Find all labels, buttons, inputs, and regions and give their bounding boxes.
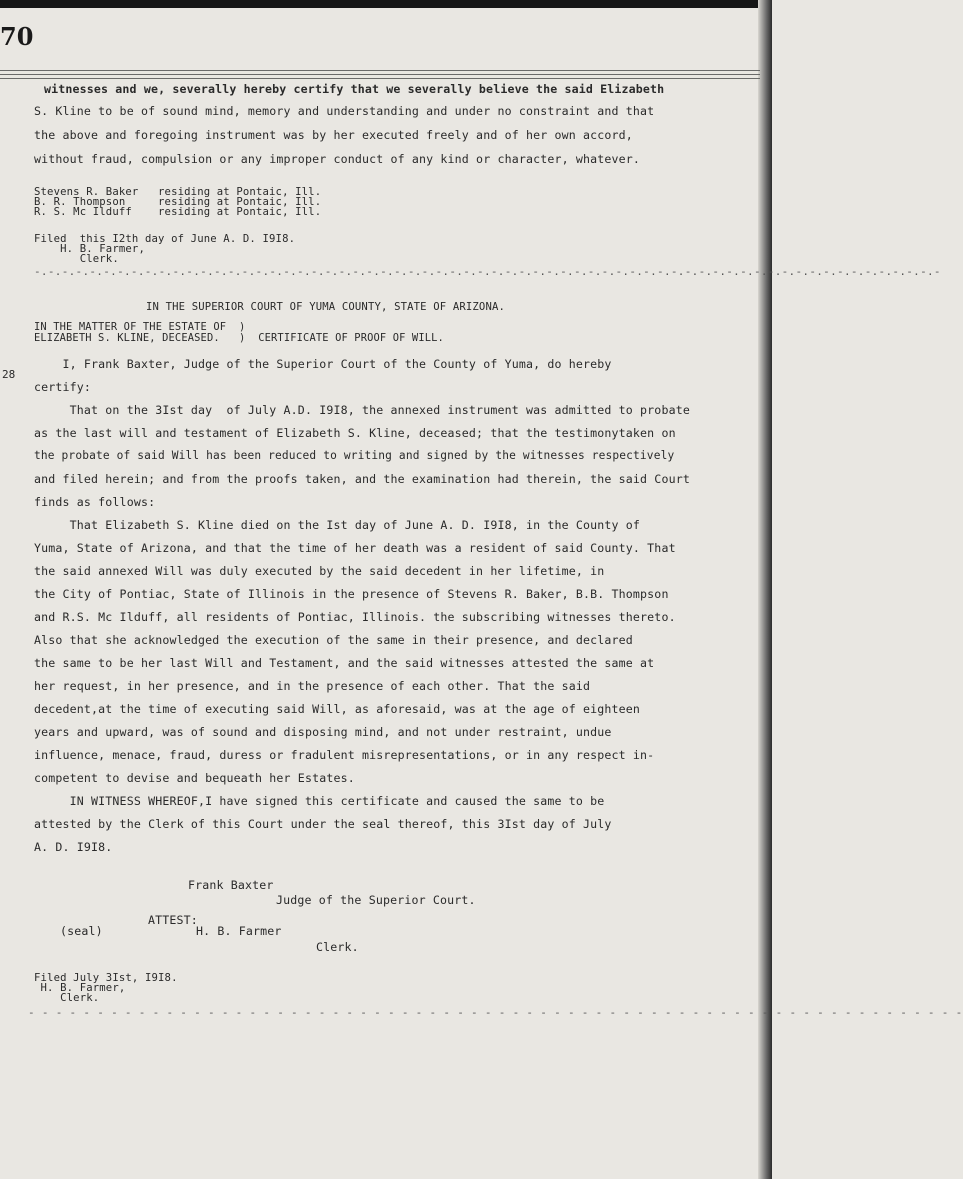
clerk-title: Clerk. xyxy=(316,940,359,954)
witness-line: R. S. Mc Ilduff residing at Pontaic, Ill. xyxy=(34,206,322,218)
body-line: finds as follows: xyxy=(34,495,156,509)
clerk-name: H. B. Farmer, xyxy=(34,243,145,255)
body-line: Yuma, State of Arizona, and that the time of her death was a resident of said County. That xyxy=(34,541,676,555)
filed-line: Filed July 3Ist, I9I8. xyxy=(34,972,178,984)
body-line: Also that she acknowledged the execution of the same in their presence, and declared xyxy=(34,633,633,647)
body-line: her request, in her presence, and in the presence of each other. That the said xyxy=(34,679,591,693)
body-line: the City of Pontiac, State of Illinois in the presence of Stevens R. Baker, B.B. Thompson xyxy=(34,587,669,601)
body-line: and R.S. Mc Ilduff, all residents of Pontiac, Illinois. the subscribing witnesses thereto. xyxy=(34,610,676,624)
judge-name: Frank Baxter xyxy=(188,878,274,892)
caption-line: IN THE MATTER OF THE ESTATE OF ) xyxy=(34,321,246,333)
attest-label: ATTEST: xyxy=(148,913,198,927)
attestation-line: the above and foregoing instrument was by her executed freely and of her own accord, xyxy=(34,128,633,142)
body-line: IN WITNESS WHEREOF,I have signed this certificate and caused the same to be xyxy=(34,794,605,808)
body-line: the probate of said Will has been reduced to writing and signed by the witnesses respectively xyxy=(34,449,675,462)
judge-title: Judge of the Superior Court. xyxy=(276,893,476,907)
body-line: I, Frank Baxter, Judge of the Superior Court of the County of Yuma, do hereby xyxy=(34,357,612,371)
filed-line: Filed this I2th day of June A. D. I9I8. xyxy=(34,233,296,245)
scan-right-edge xyxy=(758,0,772,1179)
clerk-name: H. B. Farmer, xyxy=(34,982,126,994)
end-separator: - - - - - - - - - - - - - - - - - - - - - - - - - - - - - - - - - - - - - - - - - - - - - - - - - - - - - - - - - - - - - - - - - - - - xyxy=(28,1006,963,1019)
separator-line: -.-.-.-.-.-.-.-.-.-.-.-.-.-.-.-.-.-.-.-.-.-.-.-.-.-.-.-.-.-.-.-.-.-.-.-.-.-.-.-.-.-.-.-.-.-.-.-.-.-.-.-.-.-.-.-.-.-.-.-.-.-.-.-.-.- xyxy=(34,265,941,278)
scan-top-border xyxy=(0,0,772,8)
body-line: certify: xyxy=(34,380,92,394)
witness-line: B. R. Thompson residing at Pontaic, Ill. xyxy=(34,196,322,208)
clerk-name: H. B. Farmer xyxy=(196,924,282,938)
attestation-line: without fraud, compulsion or any improper conduct of any kind or character, whatever. xyxy=(34,152,641,166)
page-number: 70 xyxy=(0,22,34,51)
body-line: the said annexed Will was duly executed by the said decedent in her lifetime, in xyxy=(34,564,605,578)
body-line: years and upward, was of sound and disposing mind, and not under restraint, undue xyxy=(34,725,612,739)
body-line: decedent,at the time of executing said Will, as aforesaid, was at the age of eighteen xyxy=(34,702,641,716)
ledger-rule xyxy=(0,78,760,79)
body-line: and filed herein; and from the proofs taken, and the examination had therein, the said Court xyxy=(34,472,690,486)
body-line: as the last will and testament of Elizabeth S. Kline, deceased; that the testimonytaken on xyxy=(34,426,676,440)
body-line: the same to be her last Will and Testament, and the said witnesses attested the same at xyxy=(34,656,655,670)
body-line: competent to devise and bequeath her Estates. xyxy=(34,771,355,785)
margin-number: 28 xyxy=(2,368,16,381)
ledger-rule xyxy=(0,74,760,75)
body-line: attested by the Clerk of this Court under the seal thereof, this 3Ist day of July xyxy=(34,817,612,831)
seal-label: (seal) xyxy=(60,924,103,938)
clerk-title: Clerk. xyxy=(34,992,100,1004)
body-line: A. D. I9I8. xyxy=(34,840,113,854)
ledger-rule xyxy=(0,70,760,71)
witness-line: Stevens R. Baker residing at Pontaic, Ill. xyxy=(34,186,322,198)
clerk-title: Clerk. xyxy=(34,253,119,265)
body-line: That Elizabeth S. Kline died on the Ist day of June A. D. I9I8, in the County of xyxy=(34,518,641,532)
body-line: That on the 3Ist day of July A.D. I9I8, the annexed instrument was admitted to probate xyxy=(34,403,690,417)
caption-line: ELIZABETH S. KLINE, DECEASED. ) CERTIFICATE OF PROOF OF WILL. xyxy=(34,332,444,344)
attestation-line: witnesses and we, severally hereby certify that we severally believe the said Elizabeth xyxy=(44,82,665,96)
attestation-line: S. Kline to be of sound mind, memory and understanding and under no constraint and that xyxy=(34,104,655,118)
court-heading: IN THE SUPERIOR COURT OF YUMA COUNTY, STATE OF ARIZONA. xyxy=(146,301,506,313)
body-line: influence, menace, fraud, duress or fradulent misrepresentations, or in any respect in- xyxy=(34,748,655,762)
